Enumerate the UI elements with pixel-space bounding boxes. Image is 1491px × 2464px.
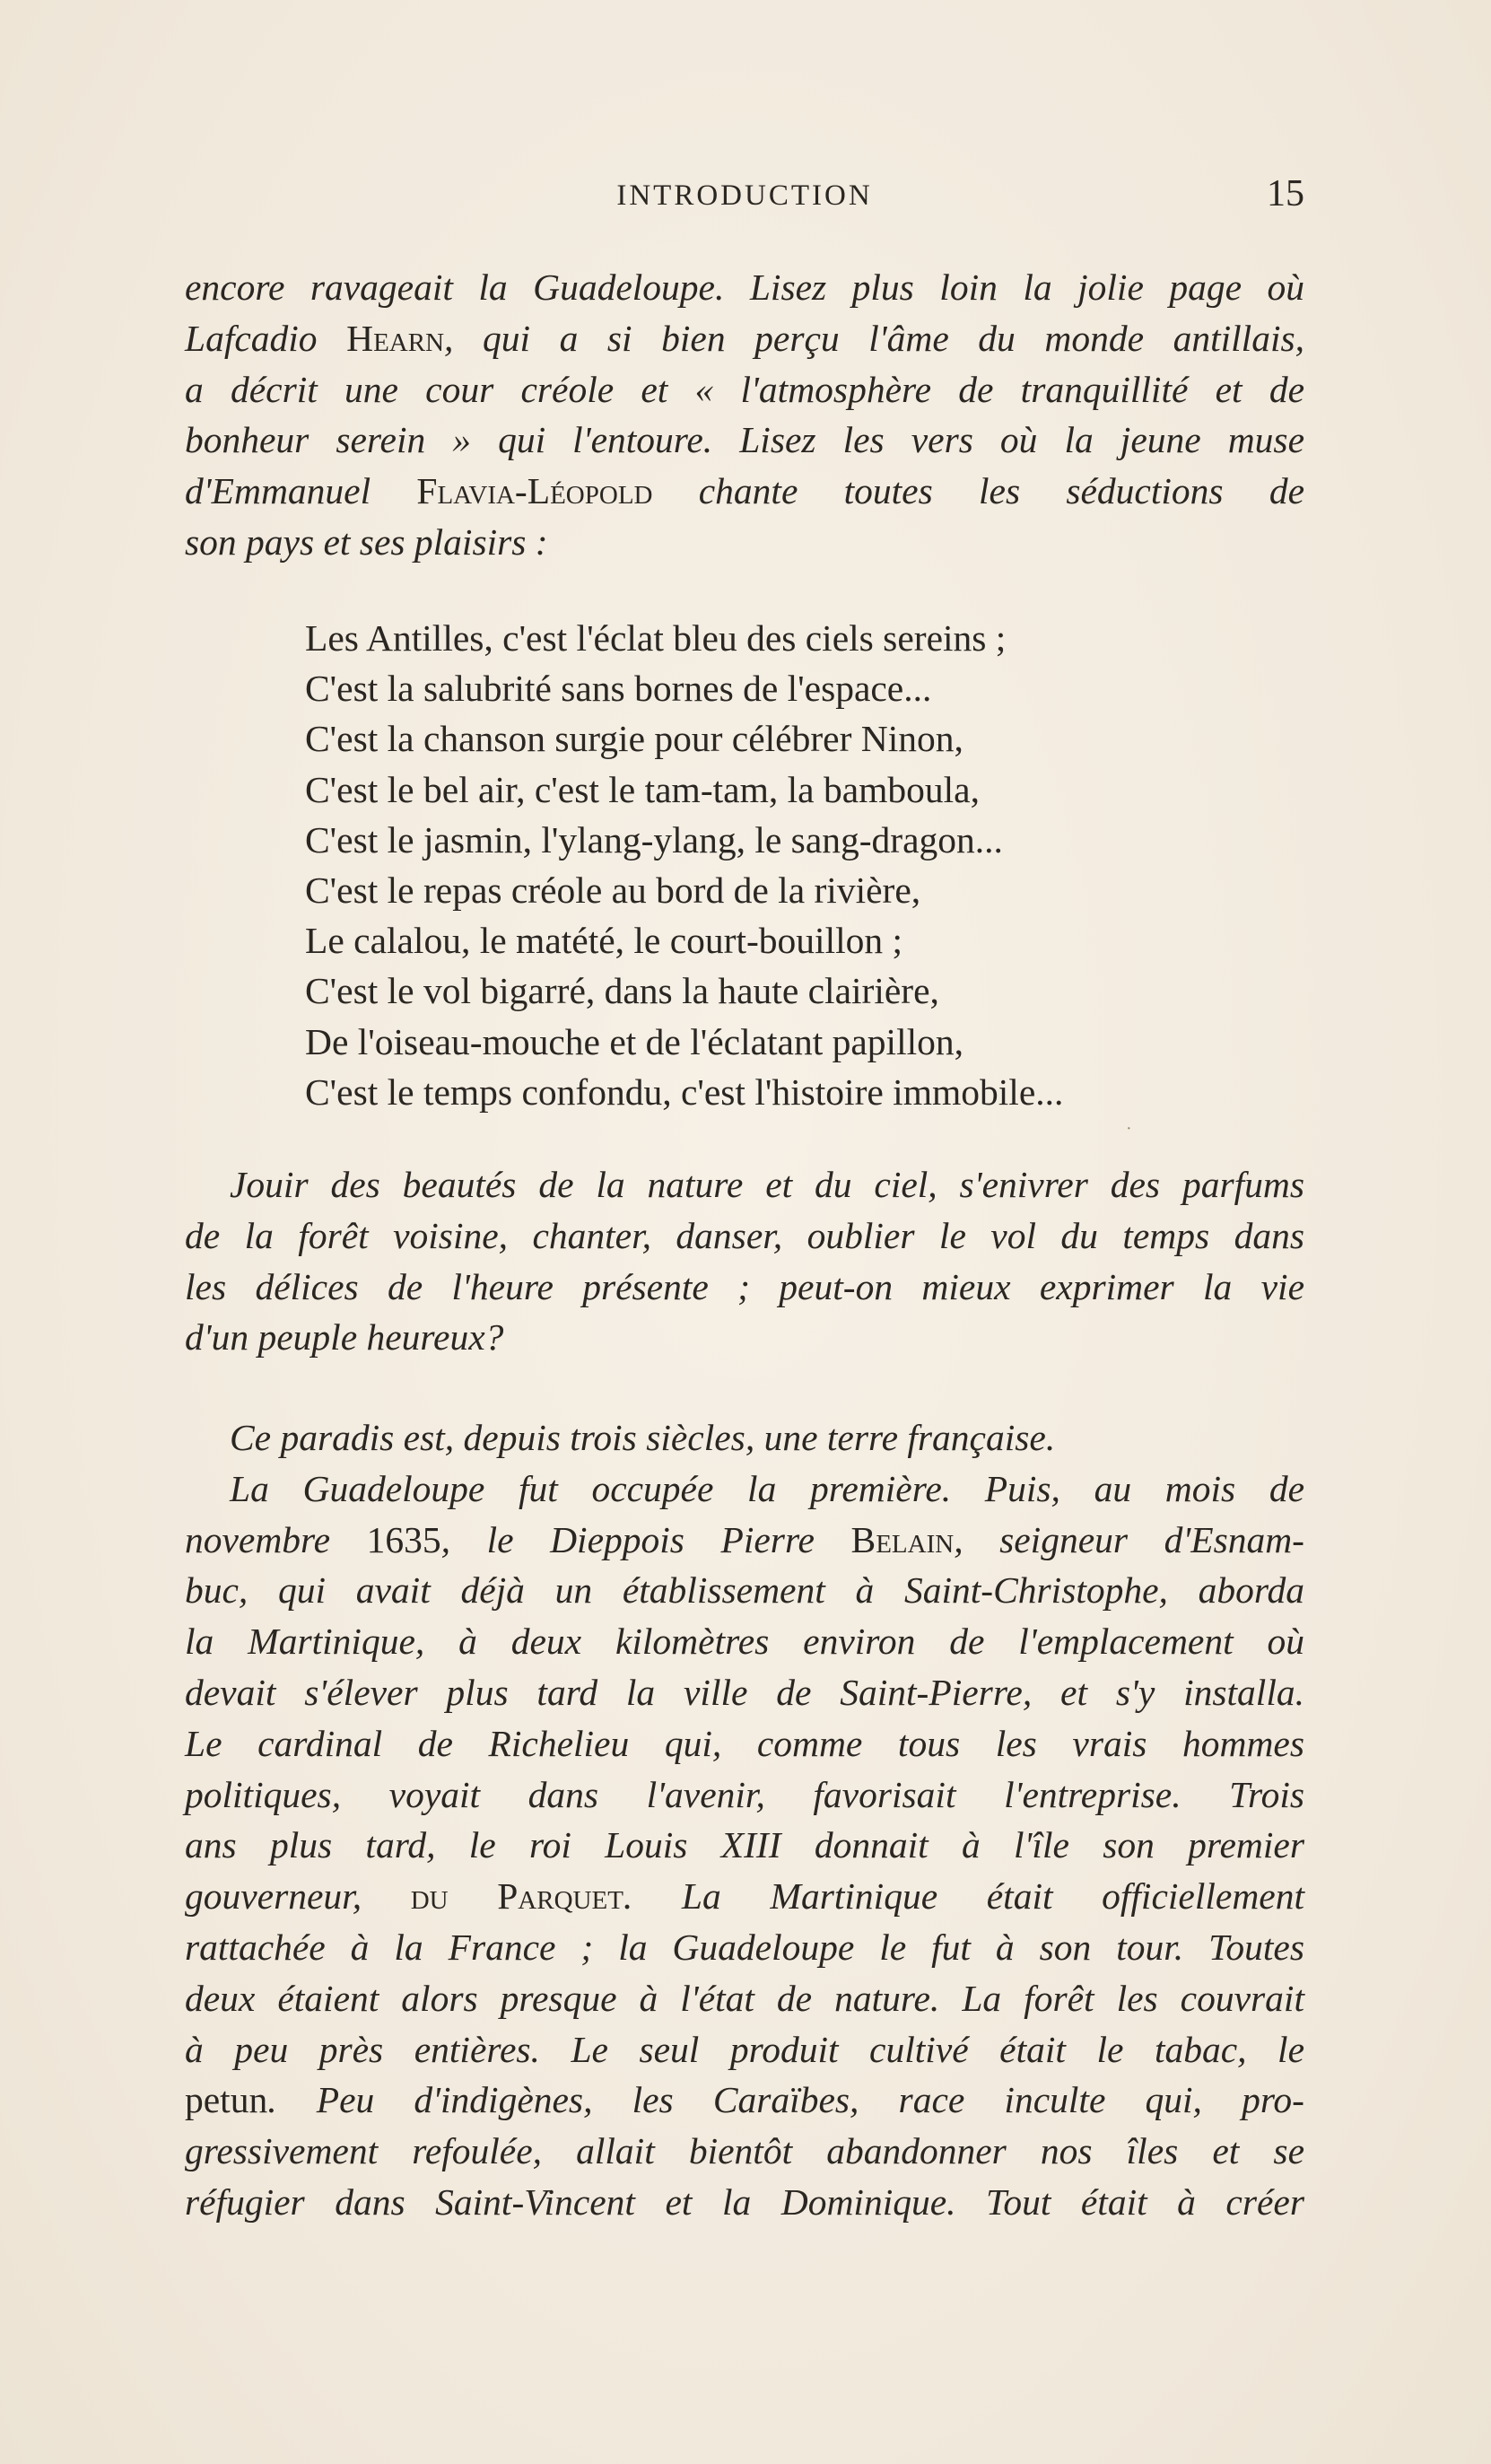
text-line: a décrit une cour créole et « l'atmosphère de tranquillité et de bbox=[185, 368, 1304, 410]
text-span: , le Dieppois Pierre bbox=[440, 1518, 851, 1560]
text-line: Jouir des beautés de la nature et du ciel, s'enivrer des parfums bbox=[230, 1164, 1304, 1205]
verse-line: Le calalou, le matété, le court-bouillon ; bbox=[305, 920, 903, 962]
poem-quotation bbox=[305, 613, 1063, 1117]
text-line: encore ravageait la Guadeloupe. Lisez plus loin la jolie page où bbox=[185, 266, 1304, 308]
text-line: deux étaient alors presque à l'état de nature. La forêt les couvrait bbox=[185, 1977, 1304, 2019]
print-speck: · bbox=[1126, 1119, 1132, 1139]
text-line: réfugier dans Saint-Vincent et la Dominique. Tout était à créer bbox=[185, 2180, 1304, 2223]
person-name: du Parquet bbox=[410, 1875, 623, 1918]
text-line: à peu près entières. Le seul produit cultivé était le tabac, le bbox=[185, 2028, 1304, 2070]
person-name: Belain bbox=[850, 1518, 955, 1560]
verse-line: C'est le temps confondu, c'est l'histoire immobile... bbox=[305, 1070, 1064, 1113]
page-header bbox=[185, 172, 1304, 217]
text-line bbox=[185, 313, 1304, 364]
paragraph-3 bbox=[185, 1412, 1304, 2228]
text-span: Lafcadio bbox=[185, 317, 347, 359]
text-line: Le cardinal de Richelieu qui, comme tous les vrais hommes bbox=[185, 1722, 1304, 1764]
text-line bbox=[185, 1871, 1304, 1922]
text-line: ans plus tard, le roi Louis XIII donnait à l'île son premier bbox=[185, 1824, 1304, 1866]
text-span: . La Martinique était officiellement bbox=[623, 1875, 1304, 1918]
text-line: les délices de l'heure présente ; peut-on mieux exprimer la vie bbox=[185, 1265, 1304, 1307]
text-line: d'un peuple heureux? bbox=[185, 1316, 504, 1359]
verse-line: C'est le bel air, c'est le tam-tam, la bamboula, bbox=[305, 768, 980, 810]
verse-line: C'est le repas créole au bord de la rivière, bbox=[305, 869, 921, 911]
text-line: politiques, voyait dans l'avenir, favorisait l'entreprise. Trois bbox=[185, 1773, 1304, 1815]
author-name: Flavia-Léopold bbox=[416, 470, 653, 512]
text-span: d'Emmanuel bbox=[185, 470, 417, 512]
text-line: bonheur serein » qui l'entoure. Lisez les vers où la jeune muse bbox=[185, 419, 1304, 461]
year: 1635 bbox=[366, 1518, 441, 1560]
paragraph-1 bbox=[185, 262, 1304, 568]
text-line: La Guadeloupe fut occupée la première. Puis, au mois de bbox=[230, 1467, 1304, 1509]
text-line: la Martinique, à deux kilomètres environ de l'emplacement où bbox=[185, 1621, 1304, 1663]
verse-line: C'est le jasmin, l'ylang-ylang, le sang-dragon... bbox=[305, 818, 1003, 861]
text-line: Ce paradis est, depuis trois siècles, une terre française. bbox=[230, 1417, 1056, 1458]
text-line: de la forêt voisine, chanter, danser, oublier le vol du temps dans bbox=[185, 1214, 1304, 1256]
text-line bbox=[185, 2075, 1304, 2126]
verse-line: C'est la chanson surgie pour célébrer Ninon, bbox=[305, 718, 963, 760]
text-span: gouverneur, bbox=[185, 1875, 411, 1918]
verse-line: C'est le vol bigarré, dans la haute clairière, bbox=[305, 970, 939, 1012]
text-line: son pays et ses plaisirs : bbox=[185, 520, 548, 563]
text-span: , qui a si bien perçu l'âme du monde antillais, bbox=[444, 317, 1304, 359]
text-line bbox=[185, 1515, 1304, 1566]
text-span: , seigneur d'Esnam- bbox=[954, 1518, 1305, 1560]
text-span: petun bbox=[185, 2079, 268, 2121]
text-span: novembre bbox=[185, 1518, 367, 1560]
verse-line: Les Antilles, c'est l'éclat bleu des ciels sereins ; bbox=[305, 617, 1007, 659]
text-line: devait s'élever plus tard la ville de Saint-Pierre, et s'y installa. bbox=[185, 1671, 1304, 1713]
text-span: . Peu d'indigènes, les Caraïbes, race inculte qui, pro- bbox=[267, 2079, 1304, 2121]
author-name: Hearn bbox=[346, 317, 445, 359]
verse-line: C'est la salubrité sans bornes de l'espace... bbox=[305, 668, 932, 710]
text-line: gressivement refoulée, allait bientôt abandonner nos îles et se bbox=[185, 2130, 1304, 2172]
verse-line: De l'oiseau-mouche et de l'éclatant papillon, bbox=[305, 1020, 964, 1062]
paragraph-2 bbox=[185, 1159, 1304, 1363]
text-line: rattachée à la France ; la Guadeloupe le fut à son tour. Toutes bbox=[185, 1926, 1304, 1968]
text-line: buc, qui avait déjà un établissement à Saint-Christophe, aborda bbox=[185, 1569, 1304, 1612]
text-line bbox=[185, 466, 1304, 517]
running-title: INTRODUCTION bbox=[616, 179, 873, 212]
page-number: 15 bbox=[1267, 173, 1304, 214]
text-span: chante toutes les séductions de bbox=[652, 470, 1304, 512]
